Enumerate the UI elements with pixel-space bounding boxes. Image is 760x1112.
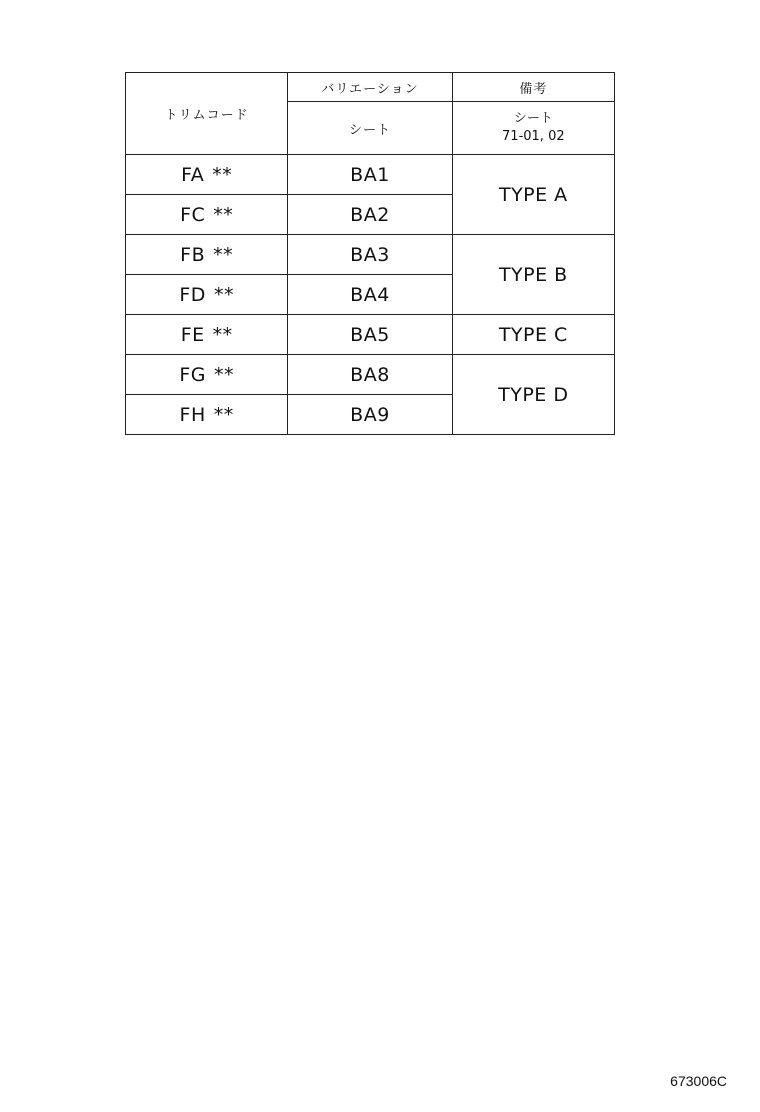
seat-code: BA5 — [350, 323, 390, 346]
seat-code: BA3 — [350, 243, 390, 266]
seat-cell — [288, 195, 452, 235]
trim-code-cell — [126, 355, 288, 395]
header-remarks-seat — [452, 102, 614, 155]
header-remarks-ref: 71-01, 02 — [502, 129, 565, 144]
trim-code-suffix: ** — [212, 323, 233, 346]
trim-code: FH — [179, 403, 206, 426]
table-row — [126, 355, 615, 395]
trim-code: FG — [179, 363, 206, 386]
trim-code-cell — [126, 275, 288, 315]
trim-code: FD — [179, 283, 206, 306]
seat-code: BA8 — [350, 363, 390, 386]
figure-id: 673006C — [670, 1073, 727, 1089]
header-trim-code — [126, 73, 288, 155]
table-row — [126, 235, 615, 275]
seat-cell — [288, 355, 452, 395]
trim-code-cell — [126, 235, 288, 275]
trim-code-cell — [126, 395, 288, 435]
trim-code-suffix: ** — [213, 403, 234, 426]
header-seat — [288, 102, 452, 155]
trim-code: FC — [180, 203, 206, 226]
table-row — [126, 155, 615, 195]
header-remarks-seat-label: シート — [513, 111, 553, 126]
trim-code-suffix: ** — [213, 283, 234, 306]
trim-code: FA — [181, 163, 205, 186]
trim-code-suffix: ** — [213, 243, 234, 266]
type-cell — [452, 155, 614, 235]
type-cell — [452, 235, 614, 315]
trim-code-suffix: ** — [213, 203, 234, 226]
trim-code-suffix: ** — [212, 163, 233, 186]
seat-cell — [288, 315, 452, 355]
type-cell — [452, 355, 614, 435]
seat-code: BA9 — [350, 403, 390, 426]
seat-cell — [288, 235, 452, 275]
header-trim-code-label: トリムコード — [164, 108, 249, 123]
seat-code: BA2 — [350, 203, 390, 226]
seat-cell — [288, 395, 452, 435]
trim-code-cell — [126, 315, 288, 355]
seat-code: BA4 — [350, 283, 390, 306]
header-variation-label: バリエーション — [321, 81, 419, 97]
trim-code-table — [125, 72, 615, 435]
seat-code: BA1 — [350, 163, 390, 186]
trim-code-cell — [126, 155, 288, 195]
trim-code: FE — [180, 323, 205, 346]
trim-code-suffix: ** — [213, 363, 234, 386]
type-label: TYPE A — [498, 183, 568, 206]
type-label: TYPE C — [498, 323, 568, 346]
header-variation — [288, 73, 452, 102]
trim-code-cell — [126, 195, 288, 235]
header-remarks — [452, 73, 614, 102]
seat-cell — [288, 155, 452, 195]
header-remarks-label: 備考 — [519, 81, 548, 97]
header-seat-label: シート — [348, 122, 391, 138]
type-cell — [452, 315, 614, 355]
table-row — [126, 315, 615, 355]
type-label: TYPE D — [498, 383, 569, 406]
trim-code: FB — [180, 243, 206, 266]
seat-cell — [288, 275, 452, 315]
type-label: TYPE B — [498, 263, 568, 286]
